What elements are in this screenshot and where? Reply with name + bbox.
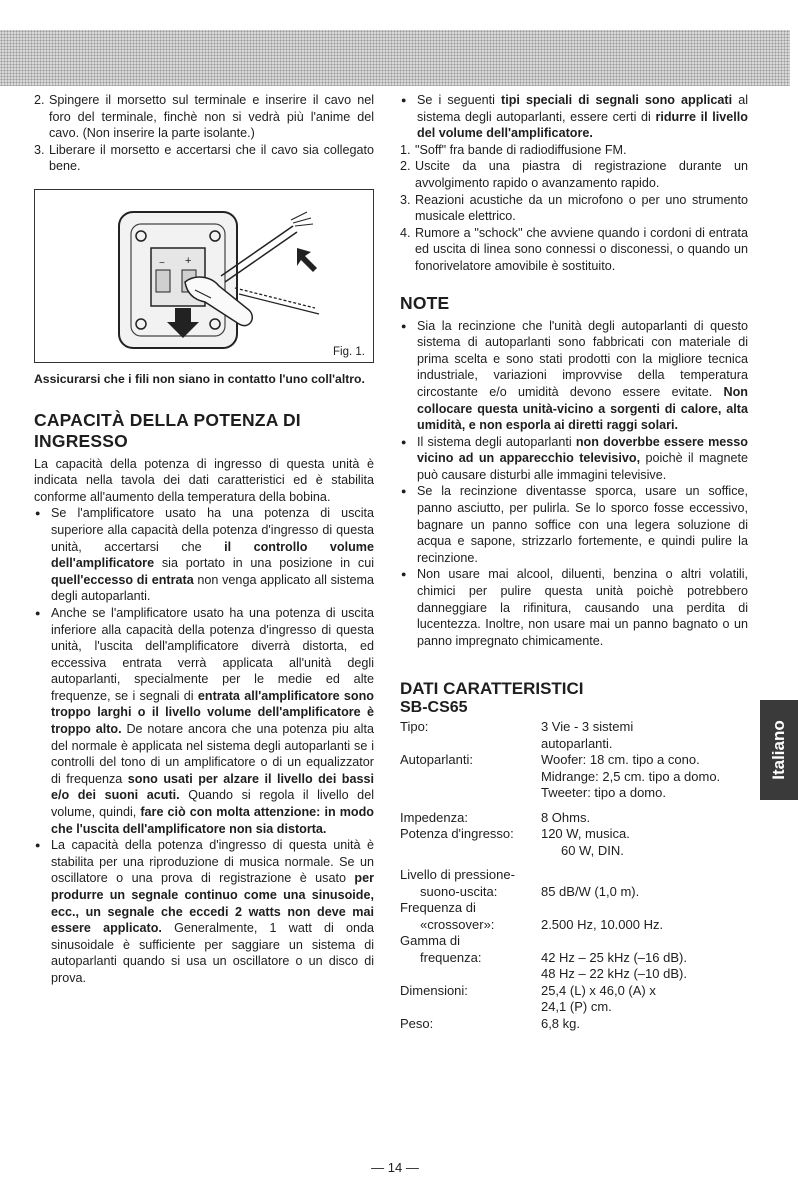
spec-label: Impedenza: (400, 809, 468, 825)
connection-steps (34, 92, 374, 175)
language-tab (760, 700, 798, 800)
signal-item (400, 142, 748, 159)
spec-value-line: Tweeter: tipo a domo. (540, 785, 666, 801)
power-bullets (34, 505, 374, 986)
bold-run: fare ciò con molta attenzione: in modo che l'uscita dell'amplificatore non sia distorta. (51, 805, 374, 836)
spec-label: Autoparlanti: (400, 752, 473, 768)
spec-value-line: 85 dB/W (1,0 m). (540, 883, 640, 899)
specs-table (400, 719, 748, 1032)
item-number: 3. (400, 192, 411, 207)
power-bullet-1 (34, 505, 374, 605)
page-number: — 14 — (371, 1160, 419, 1175)
step-number: 2. (34, 93, 45, 107)
spec-value-line: 42 Hz – 25 kHz (–16 dB). (540, 949, 687, 965)
note-item (400, 318, 748, 434)
text-run: Il sistema degli autoparlanti (417, 434, 576, 449)
power-bullet-3 (34, 837, 374, 986)
spec-value-line: Midrange: 2,5 cm. tipo a domo. (540, 768, 721, 784)
bold-run: ridurre il livello del volume dell'amplificatore. (417, 109, 748, 141)
power-bullet-2 (34, 605, 374, 837)
text-run: De notare ancora che una potenza piu alta del normale è applicata nel sistema degli autoparlanti se i controlli del tono di un amplificatore o di un equalizzator di frequenza (51, 722, 374, 786)
spec-value-line: 3 Vie - 3 sistemi (540, 719, 634, 735)
spec-value (541, 900, 748, 933)
step-2 (34, 92, 374, 142)
spec-value (541, 752, 748, 802)
spec-label-line: Livello di pressione- (400, 867, 515, 883)
spec-value (541, 933, 748, 983)
text-run: Se l'amplificatore usato ha una potenza di uscita superiore alla capacità della potenza d'ingresso di questa unità, accertarsi che (51, 506, 374, 554)
svg-text:+: + (185, 254, 192, 267)
spec-label (400, 867, 541, 900)
bold-run: il controllo volume dell'amplificatore (51, 539, 374, 571)
spec-row-crossover (400, 900, 748, 933)
spec-label-line: «crossover»: (420, 916, 495, 932)
text-run: al sistema degli autoparlanti, essere certi di (417, 93, 748, 124)
signal-item (400, 158, 748, 191)
item-number: 2. (400, 159, 411, 174)
spec-row-autoparlanti (400, 752, 748, 802)
signal-item (400, 225, 748, 275)
text-run: non venga applicato all sistema degli autoparlanti. (51, 572, 374, 604)
spec-row-tipo (400, 719, 748, 752)
text-run: sia portato in una posizione in cui (154, 556, 374, 571)
section-title-note: NOTE (400, 292, 450, 313)
special-signals-list (400, 142, 748, 275)
spec-row-potenza (400, 826, 748, 859)
spec-value (541, 826, 748, 859)
spec-row-dimensioni (400, 983, 748, 1016)
svg-text:−: − (159, 257, 165, 269)
spec-value: 8 Ohms. (540, 809, 591, 825)
specs-title: DATI CARATTERISTICI (400, 679, 584, 699)
figure-caption: Fig. 1. (333, 345, 365, 358)
figure-1 (34, 189, 374, 363)
spec-value-line: 24,1 (P) cm. (540, 999, 612, 1015)
step-text: Spingere il morsetto sul terminale e inserire il cavo nel foro del terminale, finchè non si vedrà più l'anime del cavo. (Non inserire la parte isolante.) (49, 93, 374, 141)
text-run: Se la recinzione diventasse sporca, usare un soffice, panno asciutto, per pulirla. Se lo sporco fosse eccessivo, bagnare un panno soffice con una legera soluzione di acqua e sapone, strizzarlo fortemente, e quindi pulire la recinzione. (417, 484, 748, 565)
bold-run: tipi speciali di segnali sono applicati (501, 93, 733, 107)
item-text: Reazioni acustiche da un microfono o per uno strumento musicale elettrico. (415, 192, 748, 224)
step-3 (34, 142, 374, 175)
spec-row-impedenza (400, 810, 748, 827)
wire-caution: Assicurarsi che i fili non siano in contatto l'uno coll'altro. (34, 371, 365, 386)
spec-value-line: 25,4 (L) x 46,0 (A) x (540, 982, 656, 998)
notes-list (400, 318, 748, 650)
note-item (400, 434, 748, 484)
item-text: "Soff" fra bande di radiodiffusione FM. (415, 142, 627, 157)
bold-run: quell'eccesso di entrata (51, 572, 194, 587)
spec-row-peso (400, 1016, 748, 1033)
spec-value-line: Woofer: 18 cm. tipo a cono. (540, 752, 700, 768)
note-item (400, 483, 748, 566)
bold-run: sono usati per alzare il livello dei bassi e/o dei suoni acuti. (51, 771, 374, 803)
step-text: Liberare il morsetto e accertarsi che il cavo sia collegato bene. (49, 142, 374, 174)
text-run: Generalmente, 1 watt di onda sinusoidale è sufficiente per saggiare un sistema di autoparlanti quando si usa un oscillatore o un disco di prova. (51, 921, 375, 985)
language-tab-label: Italiano (769, 720, 788, 780)
header-halftone-band (0, 30, 790, 86)
text-run: Sia la recinzione che l'unità degli autoparlanti di questo sistema di autoparlanti sono fabbricati con materiale di prima scelta e sono stati prodotti con la migliore tecnica industriale, variazioni improvvise della temperatura circostante e/o umidità devono essere evitate. (417, 318, 748, 399)
spec-value-line: 60 W, DIN. (560, 842, 624, 858)
section-title-power: CAPACITÀ DELLA POTENZA DI INGRESSO (34, 409, 301, 451)
item-text: Rumore a "schock" che avviene quando i cordoni di entrata ed uscita di linea sono connessi o disconessi, o quando un fonorivelatore amovibile è sostituito. (415, 225, 748, 273)
item-text: Uscite da una piastra di registrazione durante un avvolgimento rapido o avanzamento rapido. (415, 159, 748, 190)
spec-label (400, 933, 541, 983)
section-intro: La capacità della potenza di ingresso di questa unità è indicata nella tavola dei dati caratteristici ed è stabilita conforme all'aumento della temperatura della bobina. (34, 456, 374, 504)
bold-run: entrata all'amplificatore sono troppo larghi o il livello volume dell'amplificatore è troppo alto. (51, 688, 374, 737)
note-item (400, 566, 748, 649)
spec-value (541, 719, 748, 752)
spec-value-line: autoparlanti. (540, 735, 613, 751)
spec-value-line: 48 Hz – 22 kHz (–10 dB). (540, 966, 687, 982)
text-run: Anche se l'amplificatore usato ha una potenza di uscita inferiore alla capacità della potenza d'ingresso di questa unità, l'uscita dell'amplificatore diverrà distorta, ed eccessiva entrata verrà applicata all'unità degli autoparlanti, specialmente per le medie ed alte frequenze, se i segnali di (51, 605, 374, 703)
text-run: poichè il magnete può causare disturbi alle immagini televisive. (417, 451, 748, 482)
item-number: 4. (400, 225, 411, 240)
terminal-illustration (35, 190, 373, 362)
spec-row-gamma (400, 933, 748, 983)
bold-run: non doverbbe essere messo vicino ad un apparecchio televisivo, (417, 434, 748, 466)
spec-label: Tipo: (400, 719, 429, 735)
spec-value: 6,8 kg. (540, 1015, 580, 1031)
text-run: La capacità della potenza d'ingresso di questa unità è stabilita per una riproduzione di musica normale. Se un oscillatore o una prova di registrazione è usato (51, 838, 374, 886)
left-column (34, 92, 374, 987)
spec-label-line: frequenza: (420, 949, 482, 965)
spec-value-line: 120 W, musica. (540, 826, 630, 842)
spec-value (541, 867, 748, 900)
specs-model: SB-CS65 (400, 699, 468, 717)
item-number: 1. (400, 142, 411, 157)
spec-label-line: suono-uscita: (420, 883, 498, 899)
bold-run: per produrre un segnale continuo come una sinusoide, ecc., un segnale che eccedi 2 watts non deve mai essere applicato. (51, 871, 374, 936)
spec-value (541, 983, 748, 1016)
signal-item (400, 192, 748, 225)
special-signals-bullet (400, 92, 748, 142)
spec-row-livello (400, 867, 748, 900)
bold-run: Non collocare questa unità-vicino a sorgenti di calore, alta umidità, e non esporla ai diretti raggi solari. (417, 384, 748, 433)
spec-label-line: Gamma di (400, 933, 460, 949)
spec-value-line: 2.500 Hz, 10.000 Hz. (540, 916, 664, 932)
special-signals-intro (400, 92, 748, 142)
spec-label (400, 900, 541, 933)
step-number: 3. (34, 142, 45, 157)
spec-label: Dimensioni: (400, 982, 468, 998)
text-run: Se i seguenti (417, 93, 501, 107)
spec-label: Potenza d'ingresso: (400, 826, 514, 842)
right-column (400, 92, 748, 1032)
spec-label: Peso: (400, 1015, 434, 1031)
text-run: Non usare mai alcool, diluenti, benzina o altri volatili, chimici per pulire questa unità poichè potrebbero danneggiare la rifinitura, causando una perdita di lucentezza. Inoltre, non usare mai un panno bagnato o un panno impregnato chimicamente. (417, 567, 748, 648)
spec-label-line: Frequenza di (400, 900, 476, 916)
text-run: Quando si regola il livello del volume, quindi, (51, 788, 374, 820)
